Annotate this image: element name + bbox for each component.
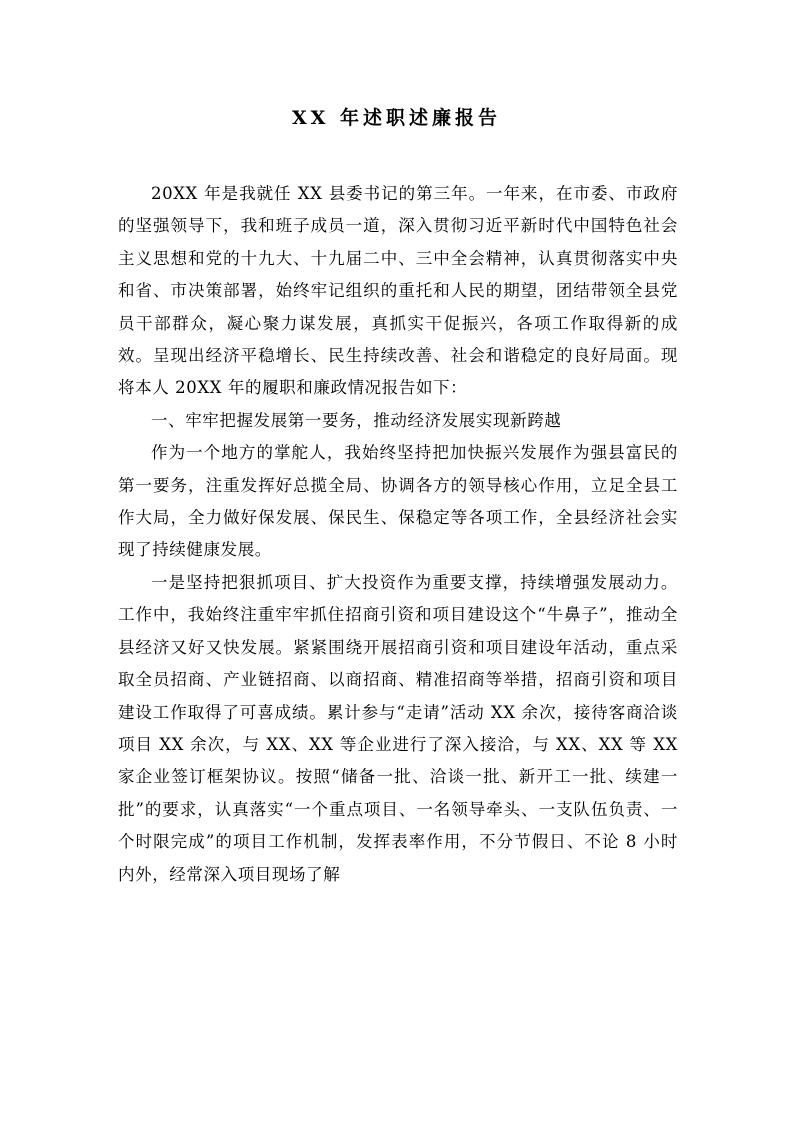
document-body: [118, 178, 678, 891]
section-paragraph: 一是坚持把狠抓项目、扩大投资作为重要支撑，持续增强发展动力。工作中，我始终注重牢牢抓住招商引资和项目建设这个“牛鼻子”，推动全县经济又好又快发展。紧紧围绕开展招商引资和项目建设年活动，重点采取全员招商、产业链招商、以商招商、精准招商等举措，招商引资和项目建设工作取得了可喜成绩。累计参与“走请”活动 XX 余次，接待客商洽谈项目 XX 余次，与 XX、XX 等企业进行了深入接洽，与 XX、XX 等 XX 家企业签订框架协议。按照“储备一批、洽谈一批、新开工一批、续建一批”的要求，认真落实“一个重点项目、一名领导牵头、一支队伍负责、一个时限完成”的项目工作机制，发挥表率作用，不分节假日、不论 8 小时内外，经常深入项目现场了解: [118, 572, 678, 884]
section-paragraph: 作为一个地方的掌舵人，我始终坚持把加快振兴发展作为强县富民的第一要务，注重发挥好总揽全局、协调各方的领导核心作用，立足全县工作大局，全力做好保发展、保民生、保稳定等各项工作，全县经济社会实现了持续健康发展。: [118, 443, 678, 560]
section-heading: 一、牢牢把握发展第一要务，推动经济发展实现新跨越: [151, 410, 562, 430]
document-title: XX 年述职述廉报告: [291, 107, 502, 129]
intro-paragraph: 20XX 年是我就任 XX 县委书记的第三年。一年来，在市委、市政府的坚强领导下，我和班子成员一道，深入贯彻习近平新时代中国特色社会主义思想和党的十九大、十九届二中、三中全会精神，认真贯彻落实中央和省、市决策部署，始终牢记组织的重托和人民的期望，团结带领全县党员干部群众，凝心聚力谋发展，真抓实干促振兴，各项工作取得新的成效。呈现出经济平稳增长、民生持续改善、社会和谐稳定的良好局面。现将本人 20XX 年的履职和廉政情况报告如下：: [118, 184, 678, 398]
